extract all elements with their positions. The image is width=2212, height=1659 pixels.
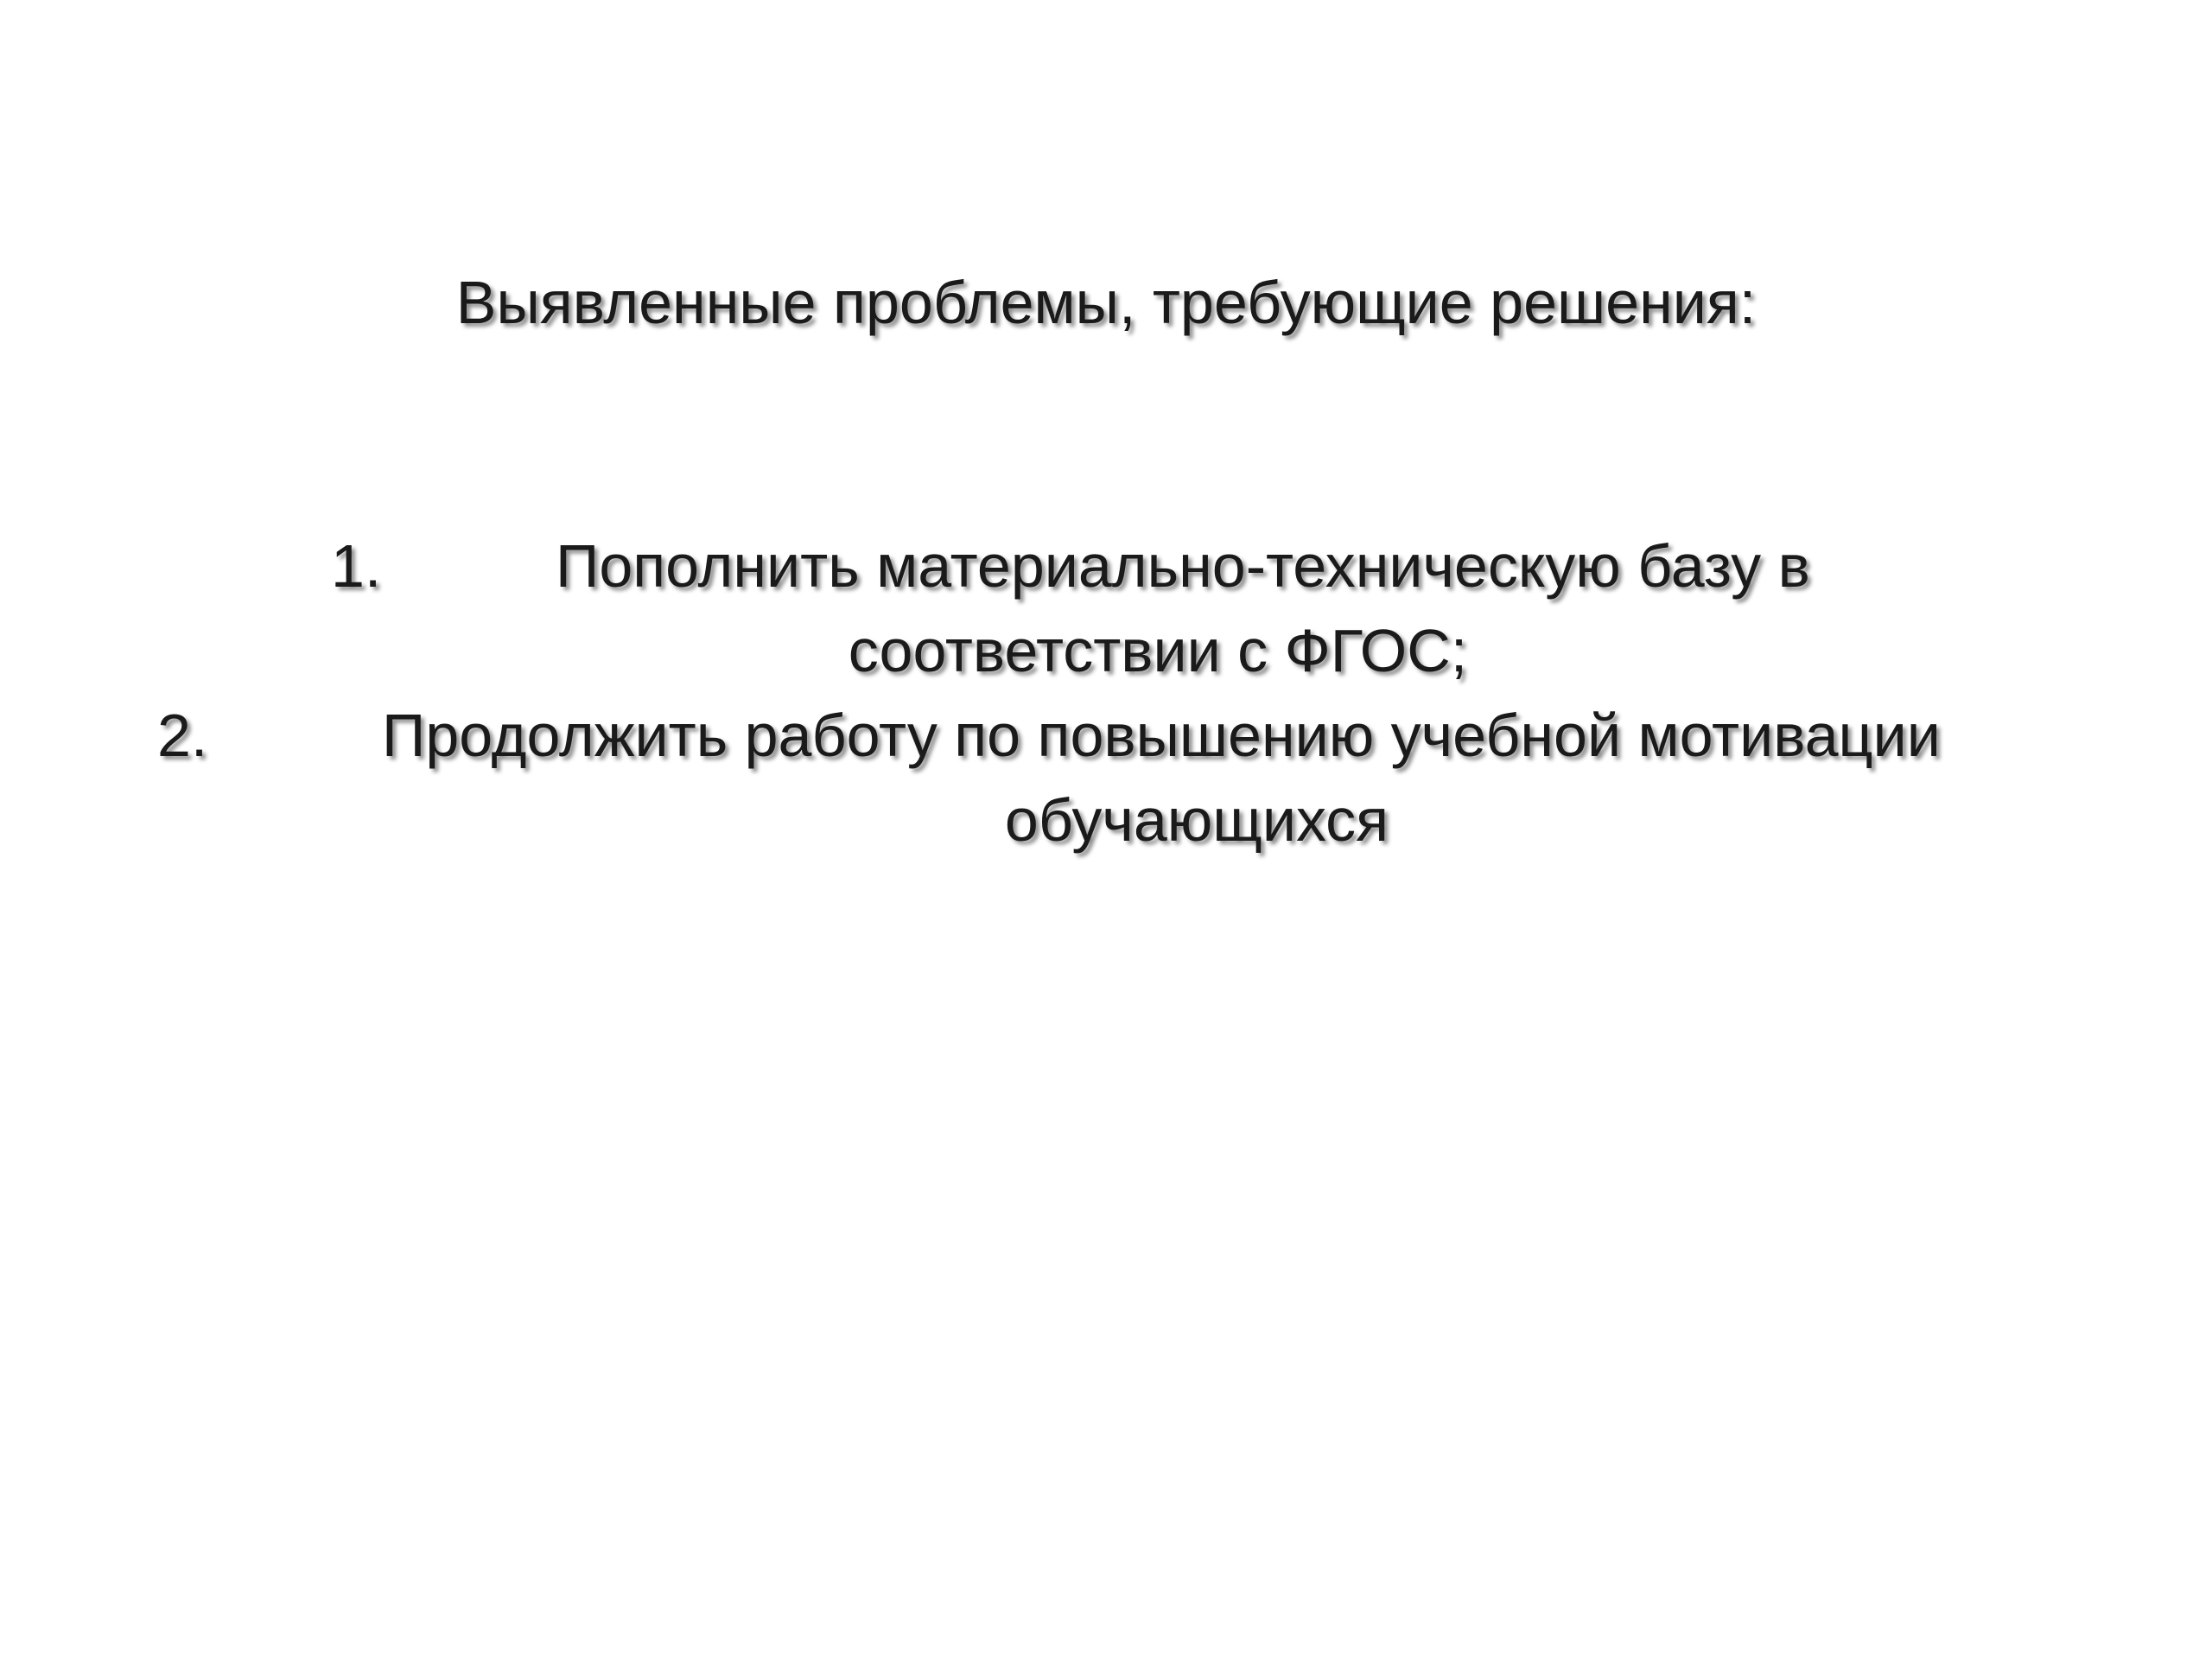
list-item-first-line [0, 524, 2212, 608]
list-item [0, 693, 2212, 862]
slide-title: Выявленные проблемы, требующие решения: [455, 269, 1757, 336]
list-item-text: Пополнить материально-техническую базу в [556, 532, 1810, 600]
list-item-first-line [0, 693, 2212, 778]
list-item-continuation: соответствии с ФГОС; [848, 617, 1468, 684]
list-item-number: 1. [331, 532, 382, 600]
list-item [0, 524, 2212, 693]
list-item-text: Продолжить работу по повышению учебной мотивации [382, 702, 1941, 769]
list-item-continuation: обучающихся [1004, 786, 1389, 854]
list-item-number: 2. [157, 702, 208, 769]
